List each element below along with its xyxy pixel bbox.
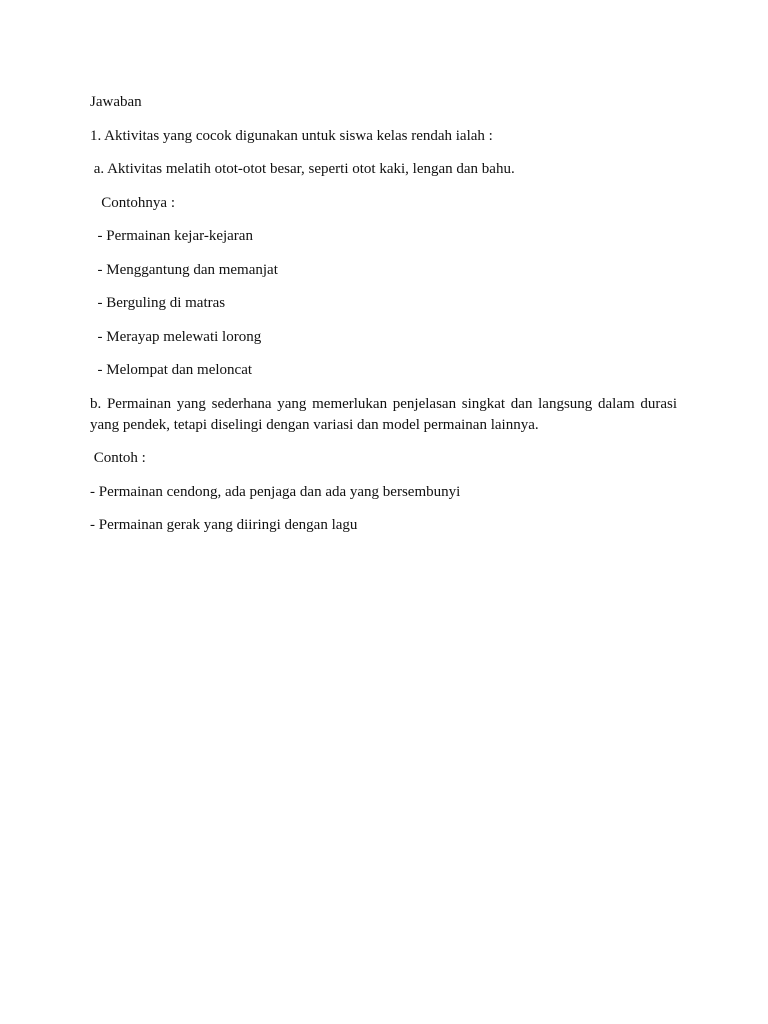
- document-body: [90, 92, 681, 549]
- section-a-examples-label: Contohnya :: [90, 194, 175, 211]
- question-text: 1. Aktivitas yang cocok digunakan untuk siswa kelas rendah ialah :: [90, 127, 493, 144]
- section-b-examples-label: Contoh :: [90, 450, 146, 466]
- list-item: - Berguling di matras: [90, 295, 226, 311]
- section-b-text: b. Permainan yang sederhana yang memerlukan penjelasan singkat dan langsung dalam durasi yang pendek, tetapi diselingi dengan variasi dan model permainan lainnya.: [90, 395, 681, 433]
- list-item: - Permainan kejar-kejaran: [90, 228, 253, 244]
- section-a-text: a. Aktivitas melatih otot-otot besar, seperti otot kaki, lengan dan bahu.: [90, 161, 515, 177]
- list-item: - Menggantung dan memanjat: [90, 261, 278, 278]
- list-item: - Permainan gerak yang diiringi dengan lagu: [90, 517, 358, 533]
- list-item: - Melompat dan meloncat: [90, 362, 253, 378]
- document-heading: Jawaban: [90, 94, 142, 110]
- list-item: - Permainan cendong, ada penjaga dan ada yang bersembunyi: [90, 483, 461, 500]
- list-item: - Merayap melewati lorong: [90, 328, 262, 345]
